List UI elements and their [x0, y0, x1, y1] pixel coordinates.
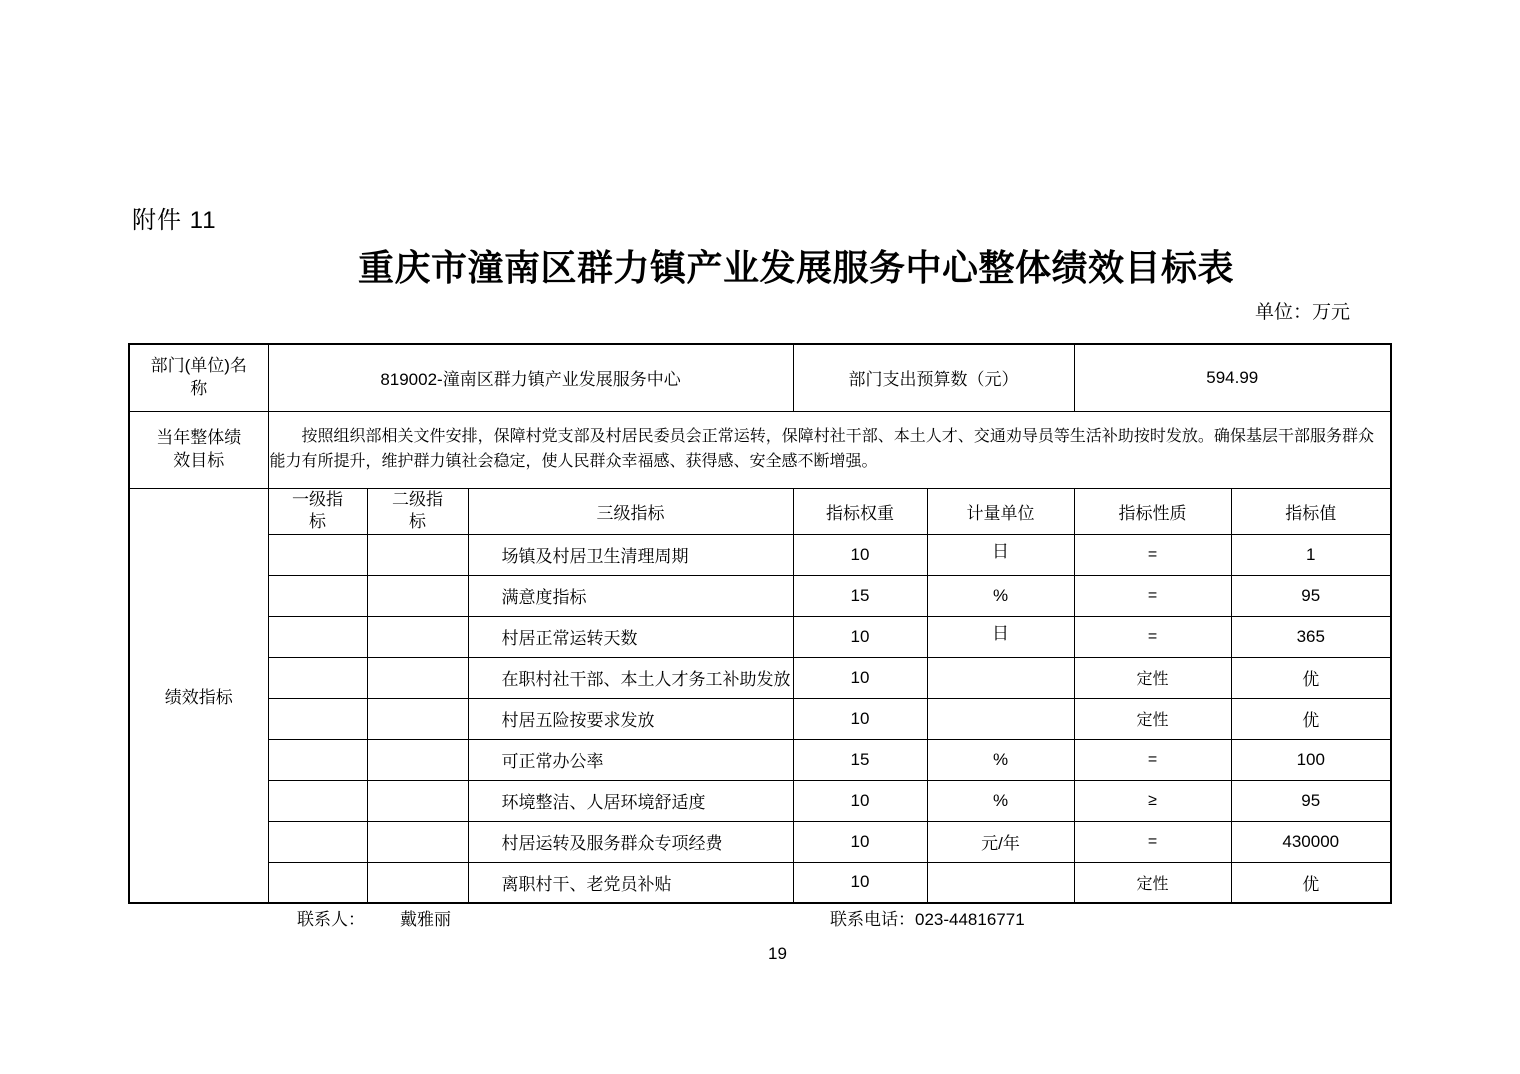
cell-level1: [268, 616, 367, 657]
cell-level2: [367, 698, 468, 739]
cell-nature: =: [1074, 739, 1231, 780]
budget-value: 594.99: [1074, 344, 1391, 411]
cell-unit: [927, 657, 1074, 698]
cell-value: 365: [1231, 616, 1391, 657]
indicator-row: [129, 534, 1391, 575]
cell-unit: [927, 862, 1074, 903]
col-header-unit: 计量单位: [927, 488, 1074, 534]
indicator-row: [129, 739, 1391, 780]
cell-level1: [268, 657, 367, 698]
cell-indicator: 村居五险按要求发放: [468, 698, 793, 739]
cell-level2: [367, 534, 468, 575]
cell-weight: 10: [793, 821, 927, 862]
contact-phone: [830, 905, 1025, 930]
cell-value: 优: [1231, 698, 1391, 739]
indicator-row: [129, 575, 1391, 616]
indicator-header-row: [129, 488, 1391, 534]
cell-indicator: 离职村干、老党员补贴: [468, 862, 793, 903]
cell-nature: =: [1074, 616, 1231, 657]
cell-nature: ≥: [1074, 780, 1231, 821]
cell-value: 优: [1231, 862, 1391, 903]
page-title: 重庆市潼南区群力镇产业发展服务中心整体绩效目标表: [357, 248, 1234, 288]
cell-level1: [268, 698, 367, 739]
indicator-row: [129, 862, 1391, 903]
col-header-weight: 指标权重: [793, 488, 927, 534]
cell-level1: [268, 780, 367, 821]
cell-indicator: 满意度指标: [468, 575, 793, 616]
cell-level1: [268, 575, 367, 616]
col-header-level2: 二级指标: [367, 488, 468, 534]
cell-value: 430000: [1231, 821, 1391, 862]
budget-label: 部门支出预算数（元）: [793, 344, 1074, 411]
cell-value: 100: [1231, 739, 1391, 780]
cell-value: 优: [1231, 657, 1391, 698]
cell-weight: 10: [793, 534, 927, 575]
cell-indicator: 在职村社干部、本土人才务工补助发放: [468, 657, 793, 698]
cell-unit: [927, 698, 1074, 739]
cell-indicator: 场镇及村居卫生清理周期: [468, 534, 793, 575]
unit-note: 单位：万元: [1255, 302, 1351, 323]
cell-level2: [367, 575, 468, 616]
cell-weight: 10: [793, 862, 927, 903]
cell-unit: %: [927, 780, 1074, 821]
contact-label: 联系人：: [297, 910, 365, 929]
cell-level2: [367, 616, 468, 657]
cell-level2: [367, 739, 468, 780]
indicator-row: [129, 616, 1391, 657]
cell-indicator: 可正常办公率: [468, 739, 793, 780]
cell-level2: [367, 780, 468, 821]
cell-nature: 定性: [1074, 862, 1231, 903]
cell-weight: 10: [793, 780, 927, 821]
cell-weight: 10: [793, 616, 927, 657]
indicator-row: [129, 698, 1391, 739]
dept-name-label: 部门(单位)名称: [129, 344, 268, 411]
cell-unit: 元/年: [927, 821, 1074, 862]
cell-nature: =: [1074, 534, 1231, 575]
contact-phone-label: 联系电话：: [830, 910, 915, 929]
cell-level2: [367, 821, 468, 862]
annual-goal-text: 按照组织部相关文件安排，保障村党支部及村居民委员会正常运转，保障村社干部、本土人才、交通劝导员等生活补助按时发放。确保基层干部服务群众能力有所提升，维护群力镇社会稳定，使人民群众幸福感、获得感、安全感不断增强。: [268, 411, 1391, 488]
dept-row: [129, 344, 1391, 411]
cell-weight: 10: [793, 657, 927, 698]
col-header-level3: 三级指标: [468, 488, 793, 534]
indicator-row: [129, 780, 1391, 821]
cell-value: 1: [1231, 534, 1391, 575]
indicator-row: [129, 821, 1391, 862]
cell-level1: [268, 862, 367, 903]
cell-nature: =: [1074, 575, 1231, 616]
cell-level1: [268, 534, 367, 575]
page-number: 19: [768, 944, 787, 963]
performance-target-table: [128, 343, 1392, 904]
col-header-nature: 指标性质: [1074, 488, 1231, 534]
indicator-row: [129, 657, 1391, 698]
cell-nature: =: [1074, 821, 1231, 862]
col-header-value: 指标值: [1231, 488, 1391, 534]
cell-unit: %: [927, 739, 1074, 780]
cell-indicator: 村居正常运转天数: [468, 616, 793, 657]
cell-nature: 定性: [1074, 657, 1231, 698]
attachment-label: 附件 11: [132, 207, 217, 234]
cell-level1: [268, 821, 367, 862]
cell-weight: 15: [793, 575, 927, 616]
perf-indicator-label: 绩效指标: [129, 488, 268, 903]
cell-indicator: 村居运转及服务群众专项经费: [468, 821, 793, 862]
dept-name-value: 819002-潼南区群力镇产业发展服务中心: [268, 344, 793, 411]
cell-unit: 日: [927, 616, 1074, 657]
cell-level2: [367, 862, 468, 903]
annual-goal-row: [129, 411, 1391, 488]
cell-level1: [268, 739, 367, 780]
cell-indicator: 环境整洁、人居环境舒适度: [468, 780, 793, 821]
contact-name: 戴雅丽: [400, 910, 451, 929]
contact-phone-value: 023-44816771: [915, 910, 1025, 929]
cell-weight: 10: [793, 698, 927, 739]
cell-level2: [367, 657, 468, 698]
cell-unit: 日: [927, 534, 1074, 575]
cell-value: 95: [1231, 780, 1391, 821]
cell-value: 95: [1231, 575, 1391, 616]
col-header-level1: 一级指标: [268, 488, 367, 534]
annual-goal-label: 当年整体绩效目标: [129, 411, 268, 488]
cell-unit: %: [927, 575, 1074, 616]
cell-nature: 定性: [1074, 698, 1231, 739]
cell-weight: 15: [793, 739, 927, 780]
